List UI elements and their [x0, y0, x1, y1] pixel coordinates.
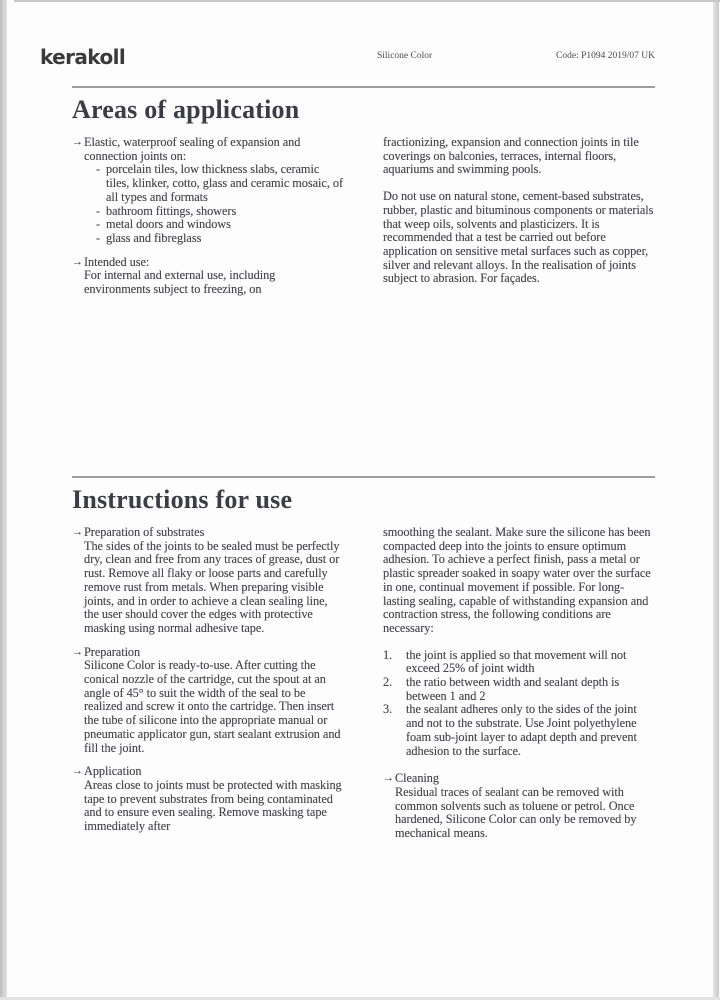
bullet-item-intended-use	[72, 256, 344, 297]
numbered-item	[383, 649, 655, 676]
dash-bullet-icon: -	[96, 217, 101, 232]
areas-right-column	[383, 136, 655, 299]
arrow-bullet-icon: →	[383, 772, 394, 785]
item-text: the ratio between width and sealant depth is between 1 and 2	[406, 675, 620, 703]
bullet-content	[84, 136, 344, 246]
bullet-lead: Elastic, waterproof sealing of expansion and connection joints on:	[84, 135, 301, 163]
paragraph: smoothing the sealant. Make sure the silicone has been compacted deep into the joints to ensure optimum adhesion. To achieve a perfect finish, pass a metal or plastic spreader soaked in soapy water over the surface in one, continual movement if possible. For long-lasting sealing, capable of withstanding expansion and contraction stress, the following conditions are necessary:	[383, 525, 651, 635]
section-title: Instructions for use	[72, 485, 293, 514]
bullet-content	[395, 772, 655, 841]
bullet-body: For internal and external use, including environments subject to freezing, on	[84, 268, 276, 297]
item-number: 3.	[383, 702, 393, 717]
dash-bullet-icon: -	[96, 162, 101, 177]
areas-left-column	[72, 136, 344, 307]
instructions-left-column	[72, 526, 344, 844]
photo-edge-top	[14, 0, 720, 2]
arrow-bullet-icon: →	[72, 255, 83, 268]
bullet-lead: Preparation of substrates	[84, 525, 205, 539]
sub-item	[96, 232, 344, 246]
item-text: the joint is applied so that movement will not exceed 25% of joint width	[406, 647, 627, 676]
arrow-bullet-icon: →	[72, 526, 83, 538]
kerakoll-logo: kerakoll	[40, 45, 126, 69]
sub-item	[96, 218, 344, 232]
numbered-list	[383, 649, 655, 759]
item-number: 2.	[383, 675, 393, 690]
document-code: Code: P1094 2019/07 UK	[556, 51, 655, 61]
bullet-body: Areas close to joints must be protected with masking tape to prevent substrates from being contaminated and to ensure even sealing. Remove masking tape immediately after	[84, 777, 342, 834]
bullet-body: The sides of the joints to be sealed must be perfectly dry, clean and free from any traces of grease, dust or rust. Remove all flaky or loose parts and carefully remove rust from metals. When preparing visible joints, and in order to achieve a clean sealing line, the user should cover the edges with protective masking using normal adhesive tape.	[84, 538, 340, 635]
bullet-lead: Preparation	[84, 644, 141, 659]
arrow-bullet-icon: →	[72, 765, 83, 778]
arrow-bullet-icon: →	[72, 136, 83, 148]
bullet-body: Residual traces of sealant can be removed with common solvents such as toluene or petrol. Once hardened, Silicone Color can only be removed by mechanical means.	[395, 784, 637, 841]
item-number: 1.	[383, 647, 393, 662]
paragraph: Do not use on natural stone, cement-based substrates, rubber, plastic and bituminous components or materials that weep oils, solvents and plasticizers. It is recommended that a test be carried out before application on sensitive metal surfaces such as copper, silver and relevant alloys. In the realisation of joints subject to abrasion. For façades.	[383, 189, 654, 286]
numbered-item	[383, 703, 655, 758]
photo-edge-right	[713, 0, 719, 1000]
bullet-lead: Cleaning	[395, 771, 439, 786]
document-title: Silicone Color	[377, 51, 433, 61]
sub-item-text: porcelain tiles, low thickness slabs, ceramic tiles, klinker, cotto, glass and ceramic mosaic, of all types and formats	[106, 162, 344, 204]
sub-item-text: glass and fibreglass	[106, 230, 202, 245]
bullet-item-cleaning	[383, 772, 655, 841]
two-column-layout	[72, 136, 655, 307]
sub-item-text: metal doors and windows	[106, 217, 231, 232]
section-instructions-for-use	[72, 476, 655, 851]
sub-item-text: bathroom fittings, showers	[106, 203, 237, 218]
item-text: the sealant adheres only to the sides of the joint and not to the substrate. Use Joint polyethylene foam sub-joint layer to adapt depth and prevent adhesion to the surface.	[406, 702, 637, 758]
photo-edge-left	[0, 0, 7, 1000]
arrow-bullet-icon: →	[72, 645, 83, 658]
section-title: Areas of application	[72, 95, 300, 124]
section-areas-of-application	[72, 86, 655, 307]
bullet-content	[84, 256, 344, 297]
two-column-layout	[72, 526, 655, 851]
dash-bullet-icon: -	[96, 230, 101, 245]
bullet-content	[84, 526, 344, 636]
bullet-body: Silicone Color is ready-to-use. After cutting the conical nozzle of the cartridge, cut the spout at an angle of 45° to suit the width of the seal to be realized and screw it onto the cartridge. Then insert the tube of silicone into the appropriate manual or pneumatic applicator gun, start sealant extrusion and fill the joint.	[84, 658, 341, 755]
bullet-content	[84, 646, 344, 756]
paragraph: fractionizing, expansion and connection joints in tile coverings on balconies, terraces, internal floors, aquariums and swimming pools.	[383, 135, 639, 177]
bullet-lead: Application	[84, 764, 142, 779]
bullet-item-elastic-sealing	[72, 136, 344, 246]
dash-bullet-icon: -	[96, 203, 101, 218]
sub-item	[96, 163, 344, 204]
instructions-right-column	[383, 526, 655, 851]
bullet-lead: Intended use:	[84, 254, 150, 269]
bullet-item-preparation	[72, 646, 344, 756]
sub-item	[96, 205, 344, 219]
bullet-content	[84, 765, 344, 834]
numbered-item	[383, 676, 655, 703]
bullet-item-preparation-of-substrates	[72, 526, 344, 636]
bullet-item-application	[72, 765, 344, 834]
